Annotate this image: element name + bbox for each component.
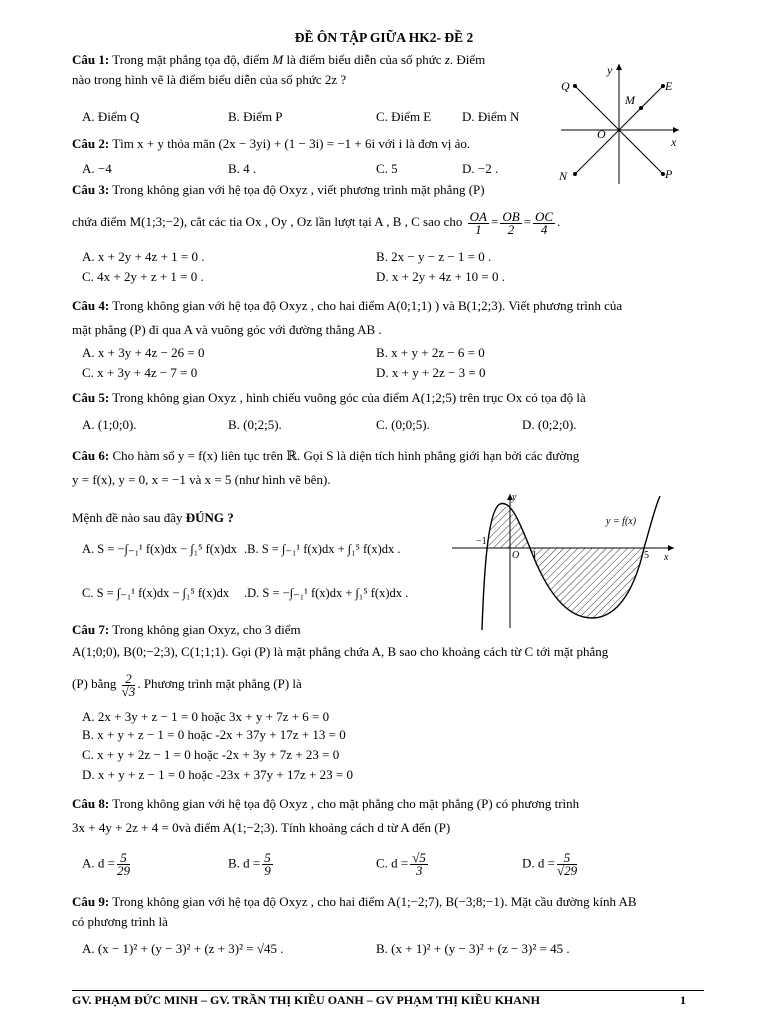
q9-line2: có phương trình là [72, 914, 168, 929]
q3-option-d: D. x + 2y + 4z + 10 = 0 . [376, 269, 505, 284]
q7-line3a: (P) bằng [72, 676, 117, 691]
q5-text: Trong không gian Oxyz , hình chiếu vuông góc của điểm A(1;2;5) trên trục Ox có tọa độ là [109, 390, 586, 405]
q2-option-b: B. 4 . [228, 161, 257, 176]
question-1 [72, 50, 552, 90]
q6-text: Cho hàm số y = f(x) liên tục trên ℝ. Gọi S là diện tích hình phẳng giới hạn bởi các đường [109, 448, 580, 463]
q1fig-n-label: N [559, 169, 568, 183]
q1-text3: . Điểm [449, 52, 486, 67]
q6-option-d: .D. S = −∫₋₁¹ f(x)dx + ∫₁⁵ f(x)dx . [244, 586, 409, 600]
q5-option-b: B. (0;2;5). [228, 417, 282, 432]
q5-option-d: D. (0;2;0). [522, 417, 577, 432]
q4-option-b: B. x + y + 2z − 6 = 0 [376, 345, 485, 360]
q3-text: Trong không gian với hệ tọa độ Oxyz , viết phương trình mặt phẳng (P) [109, 182, 485, 197]
q1-m: M [272, 52, 284, 67]
q7-line3-row [72, 670, 712, 698]
q3-label: Câu 3: [72, 182, 110, 197]
q4-option-d: D. x + y + 2z − 3 = 0 [376, 365, 486, 380]
q7-text: Trong không gian Oxyz, cho 3 điểm [109, 622, 301, 637]
q1-complex-plane-figure [555, 58, 685, 188]
page-title: ĐỀ ÔN TẬP GIỮA HK2- ĐỀ 2 [294, 30, 474, 45]
q9-label: Câu 9: [72, 894, 110, 909]
q6fig-five-label: 5 [644, 550, 649, 561]
q3-frac-ob: $\frac{OB}{2}$ [502, 208, 520, 237]
q7-line2-row [72, 642, 712, 662]
q6-option-a: A. S = −∫₋₁¹ f(x)dx − ∫₁⁵ f(x)dx [82, 542, 237, 556]
question-7 [72, 620, 712, 640]
q9-text: Trong không gian với hệ tọa độ Oxyz , cho hai điểm A(1;−2;7), B(−3;8;−1). Mặt cầu đường kính AB [109, 894, 637, 909]
question-5 [72, 388, 712, 408]
q3-option-a: A. x + 2y + 4z + 1 = 0 . [82, 249, 205, 264]
q7-option-c: C. x + y + 2z − 1 = 0 hoặc -2x + 3y + 7z + 23 = 0 [82, 747, 340, 762]
q1-option-a: A. Điểm Q [82, 109, 140, 124]
q8-option-b: B. d = $\frac{5}{9}$ [228, 850, 271, 878]
q1fig-x-label: x [671, 135, 677, 149]
q3-line2: chứa điểm M(1;3;−2), cắt các tia Ox , Oy , Oz lần lượt tại A , B , C sao cho [72, 214, 463, 229]
q1-option-c: C. Điểm E [376, 109, 432, 124]
q1-line2: nào trong hình vẽ là điểm biểu diễn của số phức 2z ? [72, 72, 347, 87]
q7-option-a: A. 2x + 3y + z − 1 = 0 hoặc 3x + y + 7z + 6 = 0 [82, 709, 330, 724]
q6fig-x-label: x [664, 552, 669, 563]
q1fig-q-label: Q [561, 79, 570, 93]
q5-option-a: A. (1;0;0). [82, 417, 137, 432]
q6fig-one-label: 1 [532, 550, 537, 561]
q3-option-b: B. 2x − y − z − 1 = 0 . [376, 249, 492, 264]
q7-label: Câu 7: [72, 622, 110, 637]
q4-label: Câu 4: [72, 298, 110, 313]
q1-text1: Trong mặt phẳng tọa độ, điểm [109, 52, 273, 67]
question-3 [72, 180, 702, 200]
q8-option-d: D. d = $\frac{5}{√29}$ [522, 850, 578, 878]
q4-text: Trong không gian với hệ tọa độ Oxyz , cho hai điểm A(0;1;1) ) và B(1;2;3). Viết phương trình của [109, 298, 623, 313]
q1fig-m-label: M [625, 93, 635, 107]
q6fig-y-label: y [512, 492, 517, 503]
q4-line2: mặt phẳng (P) đi qua A và vuông góc với đường thẳng AB . [72, 322, 382, 337]
q6fig-minus-one-label: −1 [476, 536, 487, 547]
q7-fraction: $\frac{2}{√3}$ [121, 670, 136, 699]
q1-option-b: B. Điểm P [228, 109, 283, 124]
q3-frac-oa: $\frac{OA}{1}$ [469, 208, 487, 237]
q2-text: Tìm x + y thỏa mãn (2x − 3yi) + (1 − 3i) = −1 + 6i với i là đơn vị ảo. [109, 136, 471, 151]
q3-frac-oc: $\frac{OC}{4}$ [535, 208, 554, 237]
q3-line2-row: chứa điểm M(1;3;−2), cắt các tia Ox , Oy , Oz lần lượt tại A , B , C sao cho $\frac{OA}{1}$ = $\frac{OB}{2}$ = $\frac{OC}{4}$ . [72, 208, 561, 237]
q9-option-a: A. (x − 1)² + (y − 3)² + (z + 3)² = √45 . [82, 941, 284, 956]
q8-text: Trong không gian với hệ tọa độ Oxyz , cho mặt phẳng cho mặt phẳng (P) có phương trình [109, 796, 580, 811]
q7-option-d: D. x + y + z − 1 = 0 hoặc -23x + 37y + 17z + 23 = 0 [82, 767, 353, 782]
q6-function-graph [452, 490, 684, 630]
q2-option-a: A. −4 [82, 161, 112, 176]
question-6 [72, 444, 712, 492]
q6-line3a: Mệnh đề nào sau đây [72, 510, 186, 525]
question-9 [72, 892, 712, 932]
q6-prompt [72, 508, 234, 528]
q5-label: Câu 5: [72, 390, 110, 405]
q6fig-origin-label: O [512, 550, 520, 561]
q1-label: Câu 1: [72, 52, 110, 67]
q6-label: Câu 6: [72, 448, 110, 463]
q8-option-c: C. d = $\frac{√5}{3}$ [376, 850, 426, 878]
page-number: 1 [680, 993, 686, 1007]
q9-option-b: B. (x + 1)² + (y − 3)² + (z − 3)² = 45 . [376, 941, 570, 956]
q6fig-function-label: y = f(x) [606, 516, 637, 527]
q3-option-c: C. 4x + 2y + z + 1 = 0 . [82, 269, 204, 284]
q1fig-origin-label: O [597, 127, 606, 141]
q1fig-y-label: y [607, 63, 613, 77]
q7-line3b: . Phương trình mặt phẳng (P) là [137, 676, 302, 691]
q7-line2: A(1;0;0), B(0;−2;3), C(1;1;1). Gọi (P) là mặt phẳng chứa A, B sao cho khoảng cách từ C tới mặt phẳng [72, 644, 609, 659]
q6-option-b: .B. S = ∫₋₁¹ f(x)dx + ∫₁⁵ f(x)dx . [244, 542, 401, 556]
q2-option-d: D. −2 . [462, 161, 499, 176]
q8-line2: 3x + 4y + 2z + 4 = 0và điểm A(1;−2;3). Tính khoảng cách d từ A đến (P) [72, 820, 451, 835]
q4-option-c: C. x + 3y + 4z − 7 = 0 [82, 365, 198, 380]
q6-line3b: ĐÚNG ? [185, 510, 234, 525]
question-8 [72, 792, 712, 840]
q8-option-a: A. d = $\frac{5}{29}$ [82, 850, 130, 878]
page-footer [72, 990, 704, 1008]
question-4 [72, 294, 712, 342]
q8-label: Câu 8: [72, 796, 110, 811]
q1fig-p-label: P [665, 167, 673, 181]
question-2 [72, 134, 552, 154]
q1fig-e-label: E [665, 79, 673, 93]
q4-option-a: A. x + 3y + 4z − 26 = 0 [82, 345, 205, 360]
footer-authors: GV. PHẠM ĐỨC MINH – GV. TRẦN THỊ KIỀU OANH – GV PHẠM THỊ KIỀU KHANH [72, 993, 540, 1007]
q1-z: z [444, 52, 450, 67]
q1-option-d: D. Điểm N [462, 109, 520, 124]
q2-label: Câu 2: [72, 136, 110, 151]
q6-option-c: C. S = ∫₋₁¹ f(x)dx − ∫₁⁵ f(x)dx [82, 586, 230, 600]
q7-option-b: B. x + y + z − 1 = 0 hoặc -2x + 37y + 17z + 13 = 0 [82, 727, 346, 742]
q6-line2: y = f(x), y = 0, x = −1 và x = 5 (như hình vẽ bên). [72, 472, 331, 487]
q1-text2: là điểm biểu diễn của số phức [283, 52, 445, 67]
q2-option-c: C. 5 [376, 161, 398, 176]
q5-option-c: C. (0;0;5). [376, 417, 430, 432]
